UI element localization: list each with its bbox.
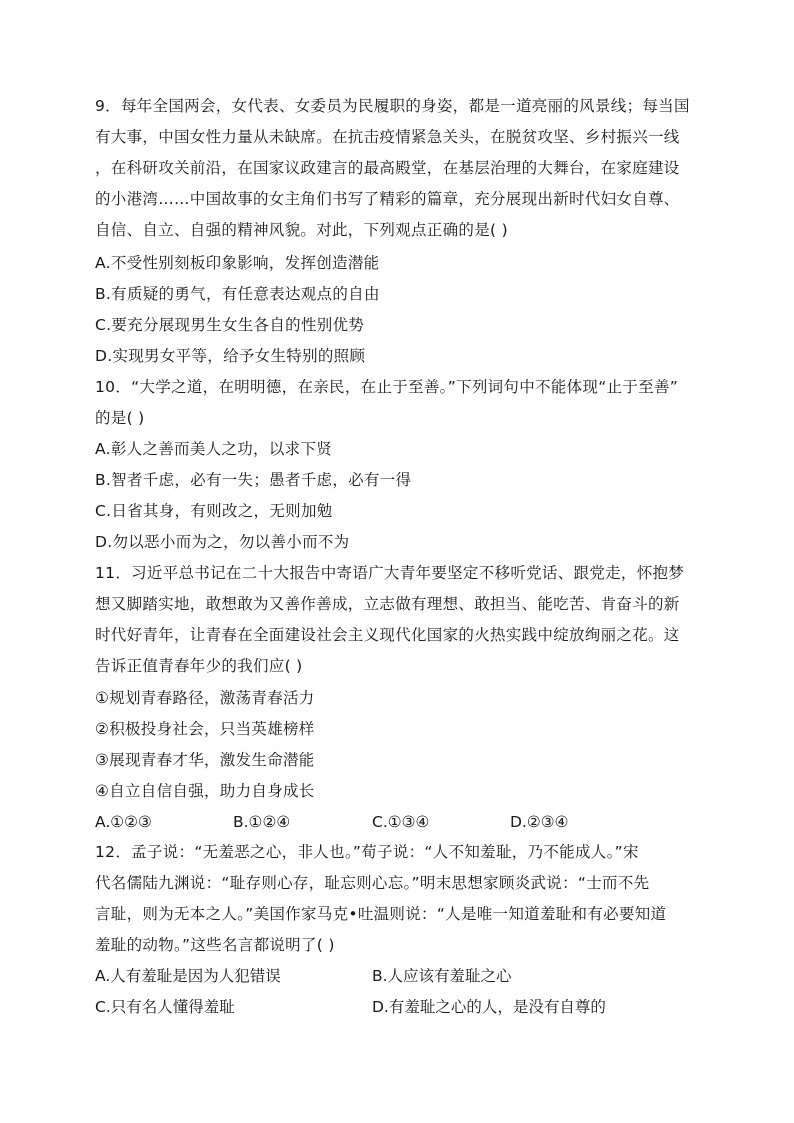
q9-stem-line: 9．每年全国两会，女代表、女委员为民履职的身姿，都是一道亮丽的风景线；每当国 bbox=[95, 97, 690, 115]
q11-stem-line: 想又脚踏实地，敢想敢为又善作善成，立志做有理想、敢担当、能吃苦、肯奋斗的新 bbox=[95, 595, 680, 613]
q11-option-c: C.①③④ bbox=[372, 813, 430, 831]
q10-option-b: B.智者千虑，必有一失；愚者千虑，必有一得 bbox=[95, 471, 412, 489]
q11-statement-3: ③展现青春才华，激发生命潜能 bbox=[95, 751, 315, 769]
q12-stem-line: 言耻，则为无本之人。”美国作家马克•吐温则说：“人是唯一知道羞耻和有必要知道 bbox=[95, 905, 667, 923]
q9-stem-line: 有大事，中国女性力量从未缺席。在抗击疫情紧急关头，在脱贫攻坚、乡村振兴一线 bbox=[95, 128, 680, 146]
q9-option-c: C.要充分展现男生女生各自的性别优势 bbox=[95, 316, 365, 334]
q12-option-b: B.人应该有羞耻之心 bbox=[372, 967, 512, 985]
q11-statement-1: ①规划青春路径，激荡青春活力 bbox=[95, 689, 315, 707]
q9-stem-line: 的小港湾……中国故事的女主角们书写了精彩的篇章，充分展现出新时代妇女自尊、 bbox=[95, 190, 680, 208]
q9-option-a: A.不受性别刻板印象影响，发挥创造潜能 bbox=[95, 254, 380, 272]
q10-option-d: D.勿以恶小而为之，勿以善小而不为 bbox=[95, 533, 350, 551]
q10-stem-line: 的是( ) bbox=[95, 409, 145, 427]
q11-stem-line: 11．习近平总书记在二十大报告中寄语广大青年要坚定不移听党话、跟党走，怀抱梦 bbox=[95, 564, 685, 582]
q10-stem-line: 10．“大学之道，在明明德，在亲民，在止于至善。”下列词句中不能体现“止于至善” bbox=[95, 378, 679, 396]
q11-stem-line: 告诉正值青春年少的我们应( ) bbox=[95, 657, 303, 675]
q11-statement-4: ④自立自信自强，助力自身成长 bbox=[95, 782, 315, 800]
q12-stem-line: 羞耻的动物。”这些名言都说明了( ) bbox=[95, 936, 335, 954]
q10-option-c: C.日省其身，有则改之，无则加勉 bbox=[95, 502, 333, 520]
q10-option-a: A.彰人之善而美人之功，以求下贤 bbox=[95, 440, 333, 458]
q9-stem-line: ，在科研攻关前沿，在国家议政建言的最高殿堂，在基层治理的大舞台，在家庭建设 bbox=[95, 159, 680, 177]
q12-option-a: A.人有羞耻是因为人犯错误 bbox=[95, 967, 281, 985]
q11-option-b: B.①②④ bbox=[233, 813, 291, 831]
q12-option-c: C.只有名人懂得羞耻 bbox=[95, 998, 235, 1016]
q12-stem-line: 12．孟子说：“无羞恶之心，非人也。”荀子说：“人不知羞耻，乃不能成人。”宋 bbox=[95, 843, 639, 861]
q11-statement-2: ②积极投身社会，只当英雄榜样 bbox=[95, 720, 315, 738]
q12-option-d: D.有羞耻之心的人，是没有自尊的 bbox=[372, 998, 606, 1016]
q11-option-d: D.②③④ bbox=[510, 813, 569, 831]
q12-stem-line: 代名儒陆九渊说：“耻存则心存，耻忘则心忘。”明末思想家顾炎武说：“士而不先 bbox=[95, 874, 650, 892]
q9-option-d: D.实现男女平等，给予女生特别的照顾 bbox=[95, 347, 366, 365]
q9-stem-line: 自信、自立、自强的精神风貌。对此，下列观点正确的是( ) bbox=[95, 221, 508, 239]
q11-stem-line: 时代好青年，让青春在全面建设社会主义现代化国家的火热实践中绽放绚丽之花。这 bbox=[95, 626, 680, 644]
q9-option-b: B.有质疑的勇气，有任意表达观点的自由 bbox=[95, 285, 380, 303]
q11-option-a: A.①②③ bbox=[95, 813, 152, 831]
